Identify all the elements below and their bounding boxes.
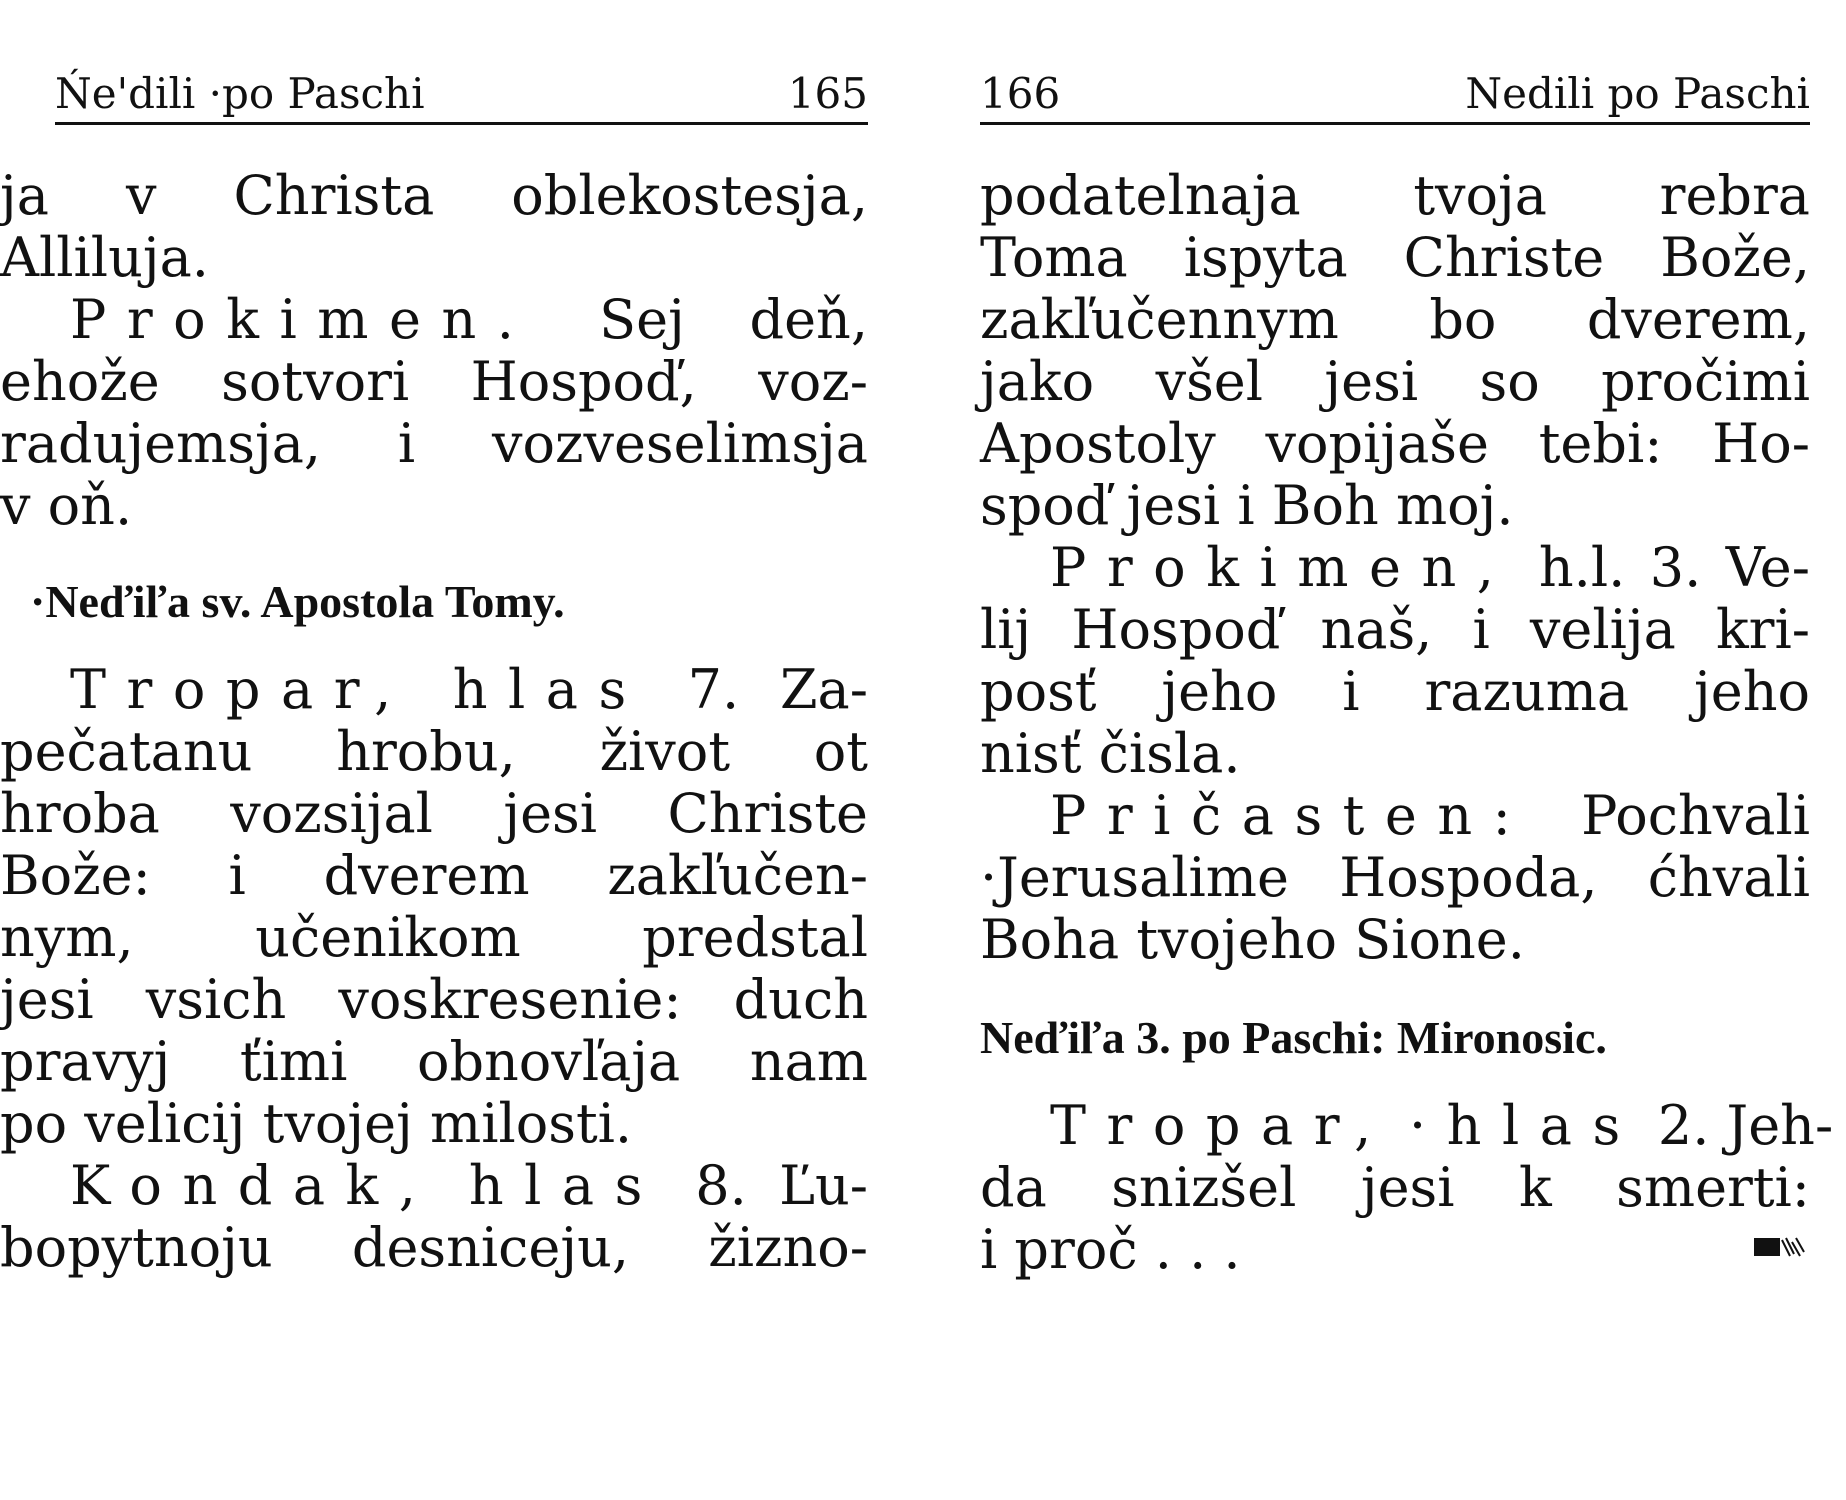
- text-line: pravyj ťimi obnovľaja nam: [0, 1030, 868, 1093]
- text-line: Alliluja.: [0, 226, 209, 289]
- text-line: nym, učenikom predstal: [0, 906, 868, 969]
- tropar-rest: 7. Za-: [687, 658, 868, 721]
- prokimen-rest: Sej deň,: [599, 288, 868, 351]
- text-line: Toma ispyta Christe Bože,: [980, 226, 1810, 289]
- prokimen-label: Prokimen.: [70, 288, 535, 351]
- prokimen-label: Prokimen,: [1050, 536, 1515, 599]
- pricasten-label: Pričasten:: [1050, 784, 1532, 847]
- tropar-first-line: [0, 660, 868, 720]
- kondak-label: Kondak,: [70, 1154, 437, 1217]
- text-line: hroba vozsijal jesi Christe: [0, 782, 868, 845]
- kondak-first-line: [0, 1156, 868, 1216]
- left-page: [0, 0, 880, 1500]
- text-line: podatelnaja tvoja rebra: [980, 164, 1810, 227]
- prokimen-rest: h.l. 3. Ve-: [1538, 536, 1810, 599]
- text-line: ·Jerusalime Hospoda, ćhvali: [980, 846, 1810, 909]
- text-line: bopytnoju desniceju, žizno-: [0, 1216, 868, 1279]
- tropar-first-line: [980, 1094, 1834, 1157]
- text-line: spoď jesi i Boh moj.: [980, 474, 1514, 537]
- left-running-head: [55, 62, 868, 125]
- right-page-number: 166: [980, 69, 1061, 118]
- text-line: po velicij tvojej milosti.: [0, 1092, 633, 1155]
- prokimen-first-line: [0, 290, 868, 350]
- text-line: lij Hospoď naš, i velija kri-: [980, 598, 1810, 661]
- text-line: Apostoly vopijaše tebi: Ho-: [980, 412, 1810, 475]
- pricasten-rest: Pochvali: [1581, 784, 1810, 847]
- text-line: v oň.: [0, 474, 133, 537]
- print-mark-icon: [1750, 1232, 1810, 1262]
- tropar-hlas: ·hlas: [1408, 1094, 1641, 1157]
- text-line: jako všel jesi so pročimi: [980, 350, 1810, 413]
- tropar-label: Tropar,: [70, 658, 412, 721]
- kondak-hlas: hlas: [468, 1154, 663, 1217]
- kondak-rest: 8. Ľu-: [695, 1154, 869, 1217]
- text-line: posť jeho i razuma jeho: [980, 660, 1810, 723]
- tropar-rest: 2. Jeh-: [1657, 1094, 1834, 1157]
- text-line: ja v Christa oblekostesja,: [0, 164, 868, 227]
- text-line: nisť čisla.: [980, 722, 1241, 785]
- tropar-hlas: hlas: [452, 658, 647, 721]
- section-heading: ·Neďiľa sv. Apostola Tomy.: [30, 576, 565, 627]
- text-line: pečatanu hrobu, život ot: [0, 720, 868, 783]
- right-running-title: Nedili po Paschi: [1465, 69, 1810, 118]
- text-line: Boha tvojeho Sione.: [980, 908, 1525, 971]
- right-running-head: [980, 62, 1810, 125]
- text-line: jesi vsich voskresenie: duch: [0, 968, 868, 1031]
- section-heading: Neďiľa 3. po Paschi: Mironosic.: [980, 1012, 1607, 1063]
- text-line: Bože: i dverem zakľučen-: [0, 844, 868, 907]
- right-page: [980, 0, 1834, 1500]
- left-page-number: 165: [787, 69, 868, 118]
- text-line: i proč . . .: [980, 1218, 1241, 1281]
- prokimen-first-line: [980, 538, 1810, 598]
- left-running-title: Ńe'dili ·po Paschi: [55, 69, 425, 118]
- text-line: ehože sotvori Hospoď, voz-: [0, 350, 868, 413]
- text-line: zakľučennym bo dverem,: [980, 288, 1810, 351]
- text-line: radujemsja, i vozveselimsja: [0, 412, 868, 475]
- text-line: da snizšel jesi k smerti:: [980, 1156, 1810, 1219]
- tropar-label: Tropar,: [1050, 1094, 1392, 1157]
- pricasten-first-line: [980, 786, 1810, 846]
